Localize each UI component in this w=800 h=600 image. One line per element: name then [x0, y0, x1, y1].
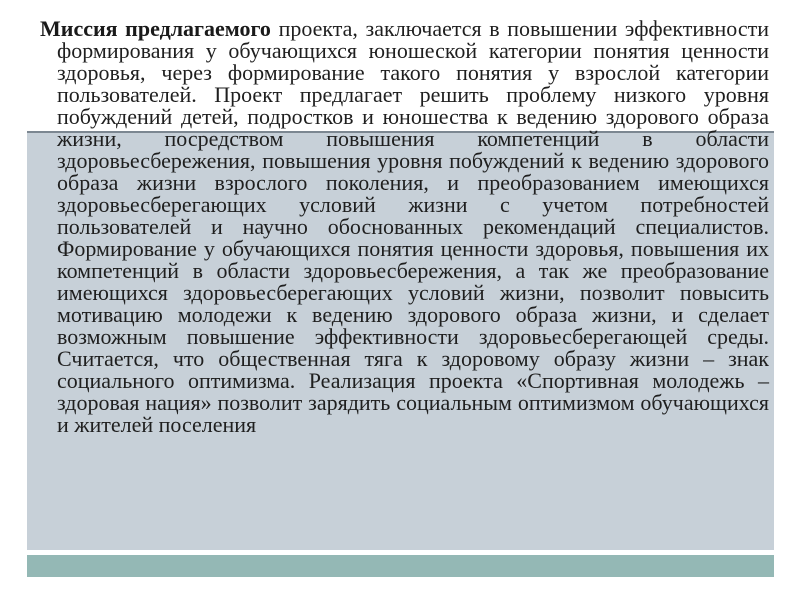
bottom-accent-band: [27, 555, 774, 577]
mission-paragraph: [40, 16, 769, 538]
mission-body-text: проекта, заключается в повышении эффективности формирования у обучающихся юношеской категории понятия ценности здоровья, через формирование такого понятия у взрослой категории пользователей. Проект предлагает решить проблему низкого уровня побуждений детей, подростков и юношества к ведению здорового образа жизни, посредством повышения компетенций в области здоровьесбережения, повышения уровня побуждений к ведению здорового образа жизни взрослого поколения, и преобразованием имеющихся здоровьесберегающих условий жизни с учетом потребностей пользователей и научно обоснованных рекомендаций специалистов. Формирование у обучающихся понятия ценности здоровья, повышения их компетенций в области здоровьесбережения, а так же преобразование имеющихся здоровьесберегающих условий жизни, позволит повысить мотивацию молодежи к ведению здорового образа жизни, и сделает возможным повышение эффективности здоровьесберегающей среды. Считается, что общественная тяга к здоровому образу жизни – знак социального оптимизма. Реализация проекта «Спортивная молодежь – здоровая нация» позволит зарядить социальным оптимизмом обучающихся и жителей поселения: [57, 16, 769, 437]
mission-lead-text: Миссия предлагаемого: [40, 16, 271, 41]
